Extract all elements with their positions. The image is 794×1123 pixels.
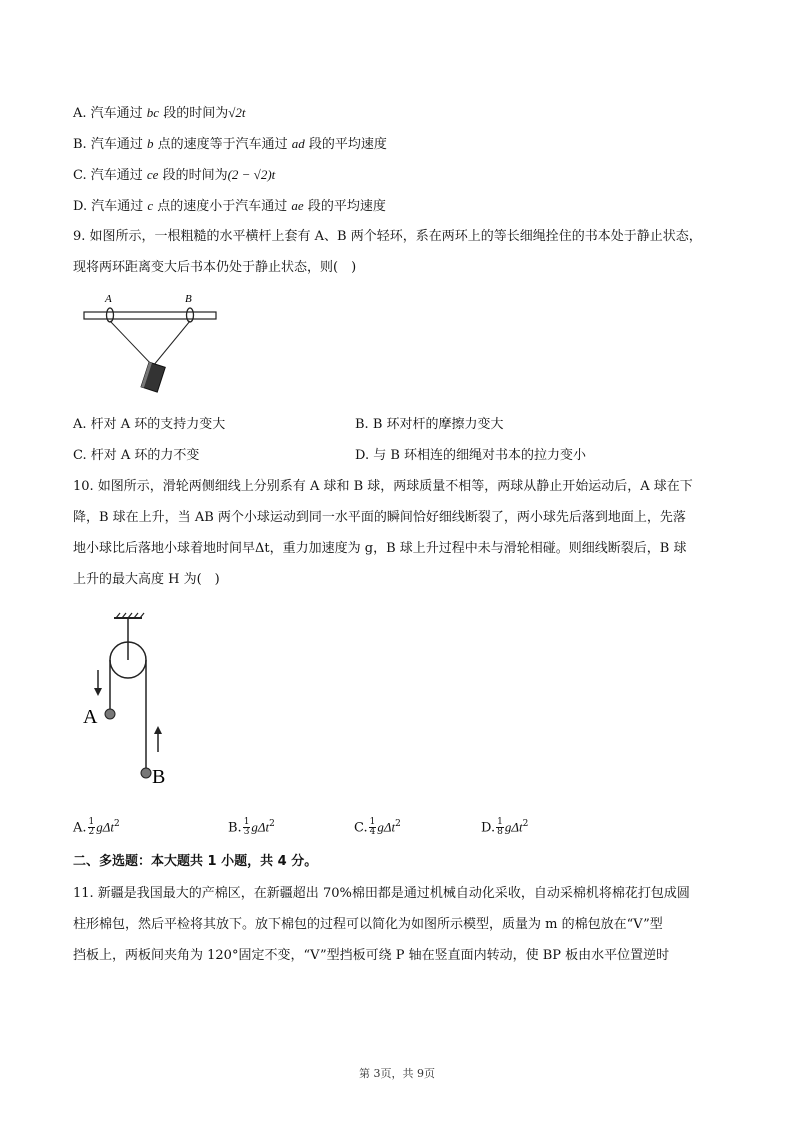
q10-c-exp: 2 (395, 819, 401, 829)
q8-b-mid: 点的速度等于汽车通过 (153, 137, 292, 152)
q10-c-expr: gΔt (377, 819, 396, 835)
q10-stem-line3: 地小球比后落地小球着地时间早Δt，重力加速度为 g，B 球上升过程中未与滑轮相碰。则细线断裂后，B 球 (73, 541, 687, 556)
q8-d-mid: 点的速度小于汽车通过 (153, 199, 292, 214)
q8-b-var2: ad (291, 136, 305, 151)
q10-b-label: B. (228, 820, 242, 836)
q10-option-b (228, 815, 275, 837)
q10-a-fraction (88, 818, 96, 837)
q8-c-math: (2 − √2)t (227, 167, 276, 182)
q10-a-num: 1 (88, 817, 95, 828)
q10-c-fraction (369, 818, 377, 837)
q10-b-den: 3 (243, 827, 250, 838)
q8-a-var: bc (146, 105, 160, 120)
q8-option-b (73, 135, 387, 154)
horizontal-rod (84, 312, 216, 319)
book (141, 362, 165, 392)
q10-d-den: 8 (497, 827, 503, 838)
arrow-down-icon (94, 670, 102, 696)
q8-a-math: √2t (228, 105, 246, 120)
ball-b (141, 768, 151, 778)
q10-b-expr: gΔt (251, 819, 270, 835)
q8-c-var: ce (146, 167, 159, 182)
q9-stem-line2: 现将两环距离变大后书本仍处于静止状态，则( ) (73, 260, 357, 275)
q10-a-den: 2 (88, 827, 95, 838)
q9-stem-line1: 9. 如图所示，一根粗糙的水平横杆上套有 A、B 两个轻环，系在两环上的等长细绳拴住的书本处于静止状态， (73, 229, 702, 244)
q8-a-rest: 段的时间为 (159, 106, 229, 121)
q8-a-label: A. 汽车通过 (73, 106, 147, 121)
ring-a-label: A (105, 293, 112, 305)
q8-c-rest: 段的时间为 (158, 168, 228, 183)
q10-b-fraction (243, 818, 251, 837)
q10-a-label: A. (73, 820, 87, 836)
q10-c-num: 1 (369, 817, 376, 828)
page-footer: 第 3页，共 9页 (359, 1067, 435, 1080)
ball-a (105, 709, 115, 719)
q8-b-var1: b (146, 136, 154, 151)
q10-d-fraction (496, 818, 504, 837)
q8-d-var1: c (147, 198, 154, 213)
ball-a-label: A (83, 706, 98, 728)
q11-stem-line2: 柱形棉包，然后平检将其放下。放下棉包的过程可以简化为如图所示模型，质量为 m 的棉包放在“V”型 (73, 917, 663, 932)
rope-a (110, 321, 153, 366)
q10-d-expr: gΔt (504, 819, 523, 835)
ball-b-label: B (152, 766, 166, 788)
rope-b (153, 321, 190, 366)
ring-b-label: B (185, 293, 192, 305)
q10-a-exp: 2 (114, 819, 120, 829)
q10-pulley-figure (78, 612, 188, 792)
q10-option-d (481, 815, 528, 837)
q8-b-label: B. 汽车通过 (73, 137, 147, 152)
q9-option-c: C. 杆对 A 环的力不变 (73, 448, 200, 463)
q10-b-num: 1 (243, 817, 250, 828)
q8-c-label: C. 汽车通过 (73, 168, 147, 183)
q10-a-expr: gΔt (96, 819, 115, 835)
q11-stem-line1: 11. 新疆是我国最大的产棉区，在新疆超出 70%棉田都是通过机械自动化采收，自动采棉机将棉花打包成圆 (73, 886, 690, 901)
q9-option-d: D. 与 B 环相连的细绳对书本的拉力变小 (355, 448, 587, 463)
q11-stem-line3: 挡板上，两板间夹角为 120°固定不变，“V”型挡板可绕 P 轴在竖直面内转动，使 BP 板由水平位置逆时 (73, 948, 670, 963)
q8-d-rest: 段的平均速度 (303, 199, 386, 214)
q10-d-label: D. (481, 820, 496, 836)
arrow-up-icon (154, 726, 162, 752)
q10-c-den: 4 (369, 827, 376, 838)
q9-option-a: A. 杆对 A 环的支持力变大 (73, 417, 226, 432)
section-heading-multiple-choice: 二、多选题：本大题共 1 小题，共 4 分。 (73, 854, 318, 869)
q10-d-exp: 2 (522, 819, 529, 829)
q8-option-c (73, 166, 275, 185)
q10-option-c (354, 815, 401, 837)
q10-d-num: 1 (497, 817, 503, 828)
q8-d-var2: ae (291, 198, 304, 213)
q8-option-d (73, 197, 386, 216)
q10-stem-line4: 上升的最大高度 H 为( ) (73, 572, 220, 587)
q8-d-label: D. 汽车通过 (73, 199, 148, 214)
q8-b-rest: 段的平均速度 (304, 137, 387, 152)
q10-b-exp: 2 (269, 819, 275, 829)
q10-stem-line2: 降，B 球在上升，当 AB 两个小球运动到同一水平面的瞬间恰好细线断裂了，两小球先后落到地面上，先落 (73, 510, 686, 525)
q10-c-label: C. (354, 820, 368, 836)
q10-stem-line1: 10. 如图所示，滑轮两侧细线上分别系有 A 球和 B 球，两球质量不相等，两球从静止开始运动后，A 球在下 (73, 479, 693, 494)
q9-figure (80, 288, 225, 400)
q9-option-b: B. B 环对杆的摩擦力变大 (355, 417, 504, 432)
q10-option-a (73, 815, 120, 837)
q8-option-a (73, 104, 245, 123)
